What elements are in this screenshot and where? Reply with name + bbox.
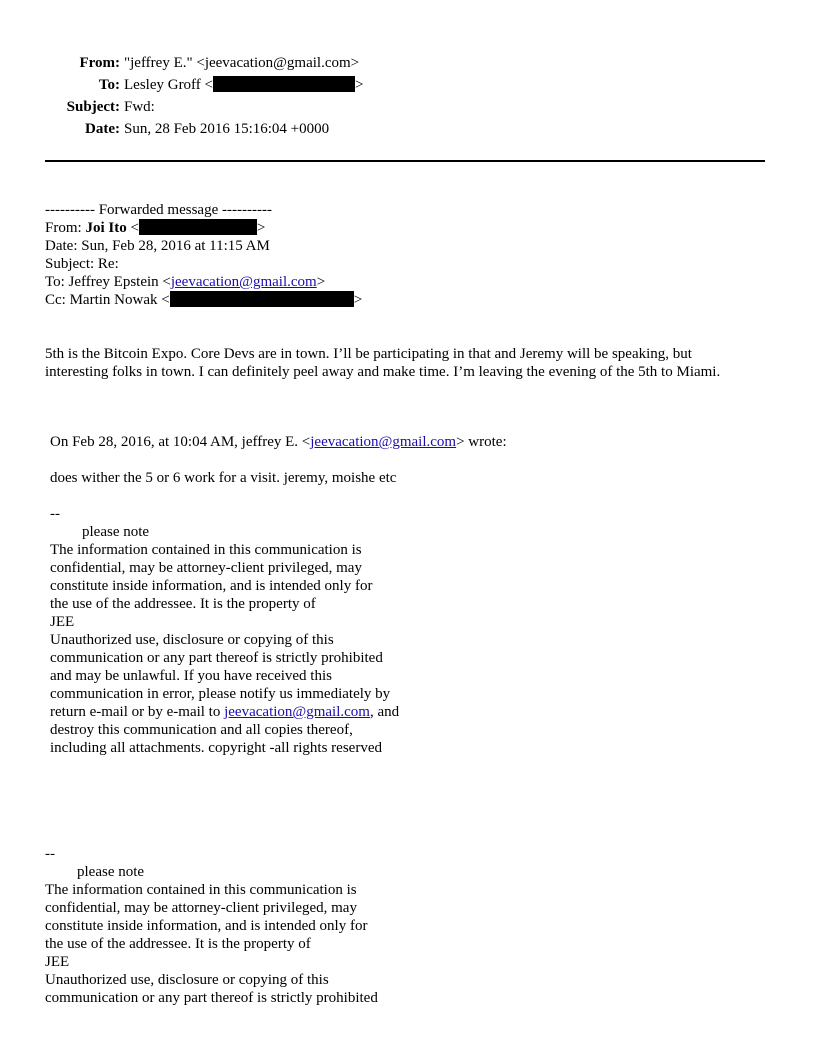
forwarded-divider: ---------- Forwarded message ---------- xyxy=(45,202,272,218)
header-divider xyxy=(45,160,765,162)
disclaimer-line xyxy=(50,703,399,721)
forwarded-to-close: > xyxy=(316,274,326,290)
forwarded-cc-close: > xyxy=(353,292,363,308)
forwarded-from-prefix: From: xyxy=(45,220,86,236)
please-note: please note xyxy=(77,864,145,880)
disclaimer-line: constitute inside information, and is intended only for xyxy=(50,578,373,594)
to-label: To: xyxy=(98,77,120,93)
body-line: 5th is the Bitcoin Expo. Core Devs are in town. I’ll be participating in that and Jeremy will be speaking, but xyxy=(45,346,692,362)
signature-separator: -- xyxy=(50,506,60,522)
forwarded-from-open: < xyxy=(126,220,139,236)
forwarded-from-close: > xyxy=(256,220,266,236)
redaction-bar xyxy=(139,219,257,235)
disclaimer-line: communication in error, please notify us immediately by xyxy=(50,686,391,702)
from-value: "jeffrey E." <jeevacation@gmail.com> xyxy=(124,55,360,71)
forwarded-from-name: Joi Ito xyxy=(85,220,127,236)
disclaimer-line: Unauthorized use, disclosure or copying of this xyxy=(45,972,329,988)
subject-value: Fwd: xyxy=(124,99,155,115)
forwarded-header xyxy=(45,201,362,309)
quoted-prefix: On Feb 28, 2016, at 10:04 AM, jeffrey E. < xyxy=(50,434,311,450)
forwarded-subject: Subject: Re: xyxy=(45,256,119,272)
to-close: > xyxy=(355,77,364,93)
disclaimer-email-link[interactable]: jeevacation@gmail.com xyxy=(224,704,370,720)
date-value: Sun, 28 Feb 2016 15:16:04 +0000 xyxy=(124,121,330,137)
disclaimer-line: The information contained in this communication is xyxy=(45,882,357,898)
disclaimer-line: communication or any part thereof is strictly prohibited xyxy=(50,650,383,666)
signature-separator: -- xyxy=(45,846,55,862)
disclaimer-block xyxy=(50,505,399,757)
please-note: please note xyxy=(82,524,150,540)
disclaimer-line: and may be unlawful. If you have received this xyxy=(50,668,332,684)
disclaimer-line: destroy this communication and all copies thereof, xyxy=(50,722,353,738)
disclaimer-line: the use of the addressee. It is the property of xyxy=(50,596,316,612)
quoted-suffix: > wrote: xyxy=(456,434,507,450)
disclaimer-line: confidential, may be attorney-client privileged, may xyxy=(50,560,362,576)
forwarded-to xyxy=(45,273,362,291)
disclaimer-line: including all attachments. copyright -all rights reserved xyxy=(50,740,382,756)
to-value xyxy=(124,76,363,94)
forwarded-cc xyxy=(45,291,362,309)
to-name: Lesley Groff < xyxy=(124,77,213,93)
return-suffix: , and xyxy=(369,704,400,720)
quoted-message: does wither the 5 or 6 work for a visit. jeremy, moishe etc xyxy=(50,470,397,486)
disclaimer-line: constitute inside information, and is intended only for xyxy=(45,918,368,934)
disclaimer-line: confidential, may be attorney-client privileged, may xyxy=(45,900,357,916)
subject-label: Subject: xyxy=(66,99,120,115)
redaction-bar xyxy=(170,291,354,307)
disclaimer-line: Unauthorized use, disclosure or copying of this xyxy=(50,632,334,648)
quoted-attribution xyxy=(50,433,507,451)
redaction-bar xyxy=(213,76,355,92)
forwarded-cc-prefix: Cc: Martin Nowak < xyxy=(45,292,170,308)
body-line: interesting folks in town. I can definitely peel away and make time. I’m leaving the evening of the 5th to Miami. xyxy=(45,364,721,380)
disclaimer-line: JEE xyxy=(50,614,75,630)
forwarded-to-prefix: To: Jeffrey Epstein < xyxy=(45,274,171,290)
message-body xyxy=(45,345,720,381)
disclaimer-block xyxy=(45,845,378,1007)
from-label: From: xyxy=(79,55,120,71)
forwarded-to-email-link[interactable]: jeevacation@gmail.com xyxy=(170,274,317,290)
date-label: Date: xyxy=(85,121,120,137)
return-prefix: return e-mail or by e-mail to xyxy=(50,704,225,720)
forwarded-from xyxy=(45,219,362,237)
disclaimer-line: The information contained in this communication is xyxy=(50,542,362,558)
forwarded-date: Date: Sun, Feb 28, 2016 at 11:15 AM xyxy=(45,238,270,254)
quoted-email-link[interactable]: jeevacation@gmail.com xyxy=(310,434,457,450)
disclaimer-line: JEE xyxy=(45,954,70,970)
disclaimer-line: communication or any part thereof is strictly prohibited xyxy=(45,990,378,1006)
disclaimer-line: the use of the addressee. It is the property of xyxy=(45,936,311,952)
